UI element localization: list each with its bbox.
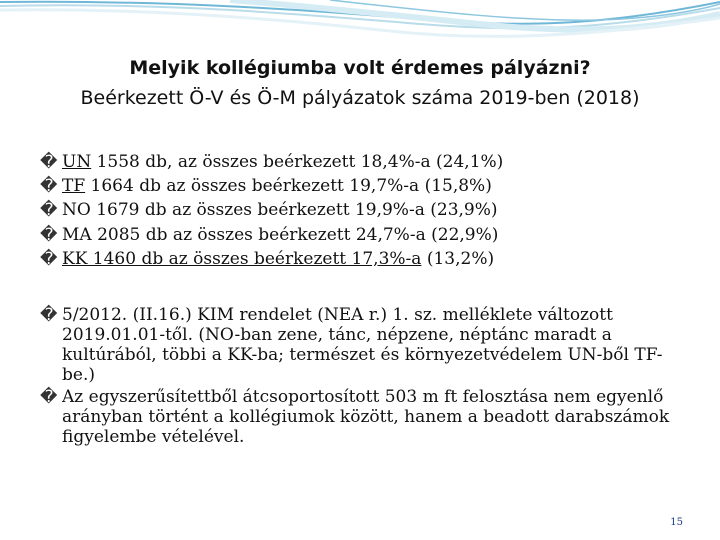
note-regulation: 5/2012. (II.16.) KIM rendelet (NEA r.) 1. sz. melléklete változott 2019.01.01-től. (NO-ban zene, tánc, népzene, néptánc maradt a kultúrából, többi a KK-ba; természet és környezetvédelem UN-ből TF-be.) [62, 304, 663, 385]
stats-list [40, 150, 690, 271]
list-item [40, 387, 690, 447]
list-item [40, 223, 690, 247]
bullet-icon: � [40, 248, 58, 269]
stat-text: 2085 db az összes beérkezett 24,7%-a (22,9%) [91, 224, 499, 245]
list-item [40, 305, 690, 385]
college-code-tf: TF [62, 176, 86, 197]
bullet-icon: � [40, 224, 58, 245]
notes-list [40, 305, 690, 447]
title-question: Melyik kollégiumba volt érdemes pályázni? [129, 57, 591, 79]
title-subtitle: Beérkezett Ö-V és Ö-M pályázatok száma 2019-ben (2018) [80, 87, 640, 109]
college-stat-kk: KK 1460 db az összes beérkezett 17,3%-a [62, 248, 422, 269]
bullet-icon: � [40, 176, 58, 197]
list-item [40, 198, 690, 222]
bullet-icon: � [40, 200, 58, 221]
slide-title [0, 53, 720, 113]
college-code-ma: MA [62, 224, 92, 245]
slide-body [40, 150, 690, 449]
bullet-icon: � [40, 304, 58, 325]
college-code-un: UN [62, 152, 92, 172]
note-distribution: Az egyszerűsítettből átcsoportosított 503 m ft felosztása nem egyenlő arányban történt a kollégiumok között, hanem a beadott darabszámok figyelembe vételével. [62, 386, 670, 447]
stat-text: 1558 db, az összes beérkezett 18,4%-a (24,1%) [91, 152, 504, 172]
stat-text: 1664 db az összes beérkezett 19,7%-a (15,8%) [85, 176, 492, 197]
stat-text: 1679 db az összes beérkezett 19,9%-a (23,9%) [90, 200, 498, 221]
page-number: 15 [670, 517, 683, 528]
stat-text: (13,2%) [421, 248, 495, 269]
bullet-icon: � [40, 386, 58, 407]
list-item [40, 150, 690, 174]
college-code-no: NO [62, 200, 91, 221]
decorative-waves [0, 0, 720, 60]
list-item [40, 174, 690, 198]
bullet-icon: � [40, 152, 58, 172]
list-item [40, 247, 690, 271]
